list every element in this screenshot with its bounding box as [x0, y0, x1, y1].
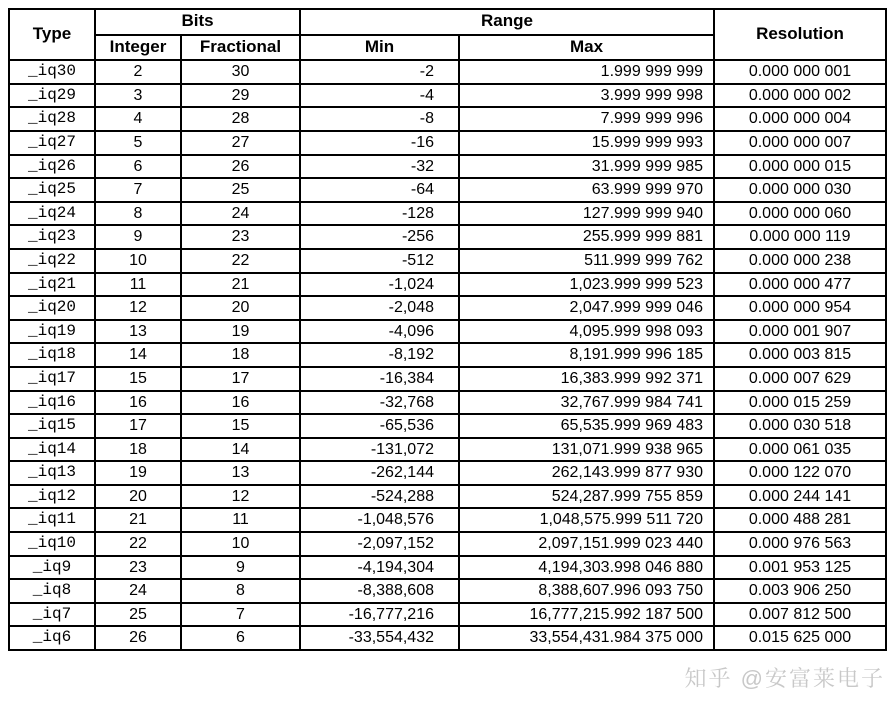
cell-range-max: 131,071.999 938 965	[459, 438, 714, 462]
table-row	[9, 556, 886, 580]
cell-resolution: 0.000 000 477	[714, 273, 886, 297]
cell-range-min: -4	[300, 84, 459, 108]
cell-fractional-bits: 23	[181, 225, 300, 249]
cell-type: _iq15	[9, 414, 95, 438]
cell-fractional-bits: 15	[181, 414, 300, 438]
header-max: Max	[459, 35, 714, 61]
cell-resolution: 0.000 003 815	[714, 343, 886, 367]
cell-range-max: 32,767.999 984 741	[459, 391, 714, 415]
cell-fractional-bits: 30	[181, 60, 300, 84]
cell-integer-bits: 11	[95, 273, 181, 297]
cell-range-min: -1,048,576	[300, 508, 459, 532]
cell-type: _iq9	[9, 556, 95, 580]
cell-integer-bits: 22	[95, 532, 181, 556]
cell-type: _iq23	[9, 225, 95, 249]
cell-range-min: -2	[300, 60, 459, 84]
table-row	[9, 107, 886, 131]
cell-resolution: 0.000 000 030	[714, 178, 886, 202]
cell-integer-bits: 7	[95, 178, 181, 202]
cell-integer-bits: 9	[95, 225, 181, 249]
cell-range-max: 33,554,431.984 375 000	[459, 626, 714, 650]
cell-fractional-bits: 11	[181, 508, 300, 532]
cell-type: _iq11	[9, 508, 95, 532]
cell-range-max: 16,383.999 992 371	[459, 367, 714, 391]
cell-range-max: 511.999 999 762	[459, 249, 714, 273]
cell-range-min: -33,554,432	[300, 626, 459, 650]
cell-integer-bits: 18	[95, 438, 181, 462]
table-row	[9, 320, 886, 344]
cell-range-min: -4,096	[300, 320, 459, 344]
table-row	[9, 438, 886, 462]
cell-range-min: -32,768	[300, 391, 459, 415]
table-row	[9, 343, 886, 367]
cell-range-min: -262,144	[300, 461, 459, 485]
cell-type: _iq24	[9, 202, 95, 226]
table-row	[9, 626, 886, 650]
cell-resolution: 0.000 000 119	[714, 225, 886, 249]
cell-range-min: -8,192	[300, 343, 459, 367]
table-row	[9, 60, 886, 84]
cell-resolution: 0.000 488 281	[714, 508, 886, 532]
cell-resolution: 0.000 000 004	[714, 107, 886, 131]
cell-integer-bits: 13	[95, 320, 181, 344]
cell-fractional-bits: 21	[181, 273, 300, 297]
cell-range-max: 3.999 999 998	[459, 84, 714, 108]
cell-type: _iq20	[9, 296, 95, 320]
header-min: Min	[300, 35, 459, 61]
cell-resolution: 0.000 000 007	[714, 131, 886, 155]
cell-resolution: 0.000 000 954	[714, 296, 886, 320]
cell-range-min: -128	[300, 202, 459, 226]
iq-format-table	[8, 8, 887, 651]
cell-integer-bits: 25	[95, 603, 181, 627]
cell-range-min: -16,384	[300, 367, 459, 391]
cell-resolution: 0.000 244 141	[714, 485, 886, 509]
cell-range-min: -64	[300, 178, 459, 202]
cell-range-max: 7.999 999 996	[459, 107, 714, 131]
table-row	[9, 131, 886, 155]
cell-resolution: 0.000 000 015	[714, 155, 886, 179]
cell-type: _iq14	[9, 438, 95, 462]
cell-range-max: 262,143.999 877 930	[459, 461, 714, 485]
cell-type: _iq10	[9, 532, 95, 556]
cell-type: _iq7	[9, 603, 95, 627]
cell-fractional-bits: 19	[181, 320, 300, 344]
cell-fractional-bits: 7	[181, 603, 300, 627]
cell-integer-bits: 19	[95, 461, 181, 485]
cell-type: _iq30	[9, 60, 95, 84]
cell-range-min: -256	[300, 225, 459, 249]
cell-resolution: 0.000 030 518	[714, 414, 886, 438]
cell-resolution: 0.000 000 002	[714, 84, 886, 108]
cell-range-max: 16,777,215.992 187 500	[459, 603, 714, 627]
cell-fractional-bits: 13	[181, 461, 300, 485]
cell-resolution: 0.007 812 500	[714, 603, 886, 627]
cell-fractional-bits: 27	[181, 131, 300, 155]
cell-range-max: 15.999 999 993	[459, 131, 714, 155]
cell-integer-bits: 14	[95, 343, 181, 367]
cell-type: _iq16	[9, 391, 95, 415]
iq-format-table-container	[8, 8, 887, 651]
cell-type: _iq18	[9, 343, 95, 367]
cell-integer-bits: 24	[95, 579, 181, 603]
cell-range-max: 255.999 999 881	[459, 225, 714, 249]
cell-range-min: -32	[300, 155, 459, 179]
cell-fractional-bits: 24	[181, 202, 300, 226]
cell-resolution: 0.000 000 060	[714, 202, 886, 226]
table-row	[9, 178, 886, 202]
cell-fractional-bits: 12	[181, 485, 300, 509]
table-row	[9, 485, 886, 509]
cell-type: _iq8	[9, 579, 95, 603]
cell-resolution: 0.000 001 907	[714, 320, 886, 344]
cell-fractional-bits: 26	[181, 155, 300, 179]
cell-range-max: 2,047.999 999 046	[459, 296, 714, 320]
cell-resolution: 0.000 015 259	[714, 391, 886, 415]
header-integer: Integer	[95, 35, 181, 61]
cell-range-min: -1,024	[300, 273, 459, 297]
cell-range-min: -16,777,216	[300, 603, 459, 627]
header-range: Range	[300, 9, 714, 35]
cell-resolution: 0.000 976 563	[714, 532, 886, 556]
cell-integer-bits: 10	[95, 249, 181, 273]
cell-integer-bits: 15	[95, 367, 181, 391]
cell-resolution: 0.000 122 070	[714, 461, 886, 485]
cell-range-min: -2,048	[300, 296, 459, 320]
cell-fractional-bits: 22	[181, 249, 300, 273]
cell-type: _iq29	[9, 84, 95, 108]
cell-range-min: -8,388,608	[300, 579, 459, 603]
cell-fractional-bits: 20	[181, 296, 300, 320]
cell-resolution: 0.000 000 238	[714, 249, 886, 273]
table-row	[9, 367, 886, 391]
table-row	[9, 391, 886, 415]
header-bits: Bits	[95, 9, 300, 35]
cell-integer-bits: 12	[95, 296, 181, 320]
cell-integer-bits: 21	[95, 508, 181, 532]
cell-fractional-bits: 8	[181, 579, 300, 603]
header-type: Type	[9, 9, 95, 60]
cell-fractional-bits: 14	[181, 438, 300, 462]
cell-fractional-bits: 29	[181, 84, 300, 108]
cell-range-min: -16	[300, 131, 459, 155]
cell-range-min: -131,072	[300, 438, 459, 462]
cell-integer-bits: 23	[95, 556, 181, 580]
cell-range-max: 8,191.999 996 185	[459, 343, 714, 367]
cell-type: _iq25	[9, 178, 95, 202]
cell-range-min: -65,536	[300, 414, 459, 438]
cell-range-min: -2,097,152	[300, 532, 459, 556]
cell-resolution: 0.000 000 001	[714, 60, 886, 84]
cell-integer-bits: 6	[95, 155, 181, 179]
table-row	[9, 202, 886, 226]
cell-type: _iq13	[9, 461, 95, 485]
cell-type: _iq21	[9, 273, 95, 297]
table-row	[9, 296, 886, 320]
cell-fractional-bits: 16	[181, 391, 300, 415]
cell-range-max: 63.999 999 970	[459, 178, 714, 202]
cell-range-min: -512	[300, 249, 459, 273]
cell-range-max: 31.999 999 985	[459, 155, 714, 179]
cell-resolution: 0.001 953 125	[714, 556, 886, 580]
cell-type: _iq12	[9, 485, 95, 509]
table-header	[9, 9, 886, 60]
cell-fractional-bits: 28	[181, 107, 300, 131]
header-row-1	[9, 9, 886, 35]
cell-integer-bits: 5	[95, 131, 181, 155]
cell-fractional-bits: 18	[181, 343, 300, 367]
table-row	[9, 84, 886, 108]
cell-integer-bits: 3	[95, 84, 181, 108]
cell-type: _iq22	[9, 249, 95, 273]
cell-resolution: 0.000 061 035	[714, 438, 886, 462]
cell-range-min: -4,194,304	[300, 556, 459, 580]
cell-integer-bits: 8	[95, 202, 181, 226]
cell-type: _iq28	[9, 107, 95, 131]
table-row	[9, 225, 886, 249]
cell-resolution: 0.003 906 250	[714, 579, 886, 603]
cell-resolution: 0.000 007 629	[714, 367, 886, 391]
cell-fractional-bits: 17	[181, 367, 300, 391]
cell-range-max: 1,023.999 999 523	[459, 273, 714, 297]
cell-type: _iq6	[9, 626, 95, 650]
cell-range-max: 4,194,303.998 046 880	[459, 556, 714, 580]
cell-range-max: 8,388,607.996 093 750	[459, 579, 714, 603]
cell-integer-bits: 20	[95, 485, 181, 509]
cell-range-max: 65,535.999 969 483	[459, 414, 714, 438]
cell-integer-bits: 17	[95, 414, 181, 438]
cell-range-max: 1,048,575.999 511 720	[459, 508, 714, 532]
cell-integer-bits: 4	[95, 107, 181, 131]
table-row	[9, 414, 886, 438]
table-row	[9, 579, 886, 603]
cell-range-max: 1.999 999 999	[459, 60, 714, 84]
cell-type: _iq17	[9, 367, 95, 391]
cell-range-max: 524,287.999 755 859	[459, 485, 714, 509]
cell-fractional-bits: 10	[181, 532, 300, 556]
table-row	[9, 155, 886, 179]
table-row	[9, 273, 886, 297]
table-row	[9, 508, 886, 532]
cell-type: _iq27	[9, 131, 95, 155]
cell-fractional-bits: 9	[181, 556, 300, 580]
cell-integer-bits: 16	[95, 391, 181, 415]
watermark: 知乎 @安富莱电子	[684, 666, 885, 691]
table-row	[9, 461, 886, 485]
cell-integer-bits: 2	[95, 60, 181, 84]
cell-range-max: 127.999 999 940	[459, 202, 714, 226]
cell-fractional-bits: 6	[181, 626, 300, 650]
cell-type: _iq26	[9, 155, 95, 179]
cell-range-min: -524,288	[300, 485, 459, 509]
header-resolution: Resolution	[714, 9, 886, 60]
cell-resolution: 0.015 625 000	[714, 626, 886, 650]
cell-range-max: 4,095.999 998 093	[459, 320, 714, 344]
table-row	[9, 603, 886, 627]
table-body	[9, 60, 886, 650]
cell-type: _iq19	[9, 320, 95, 344]
header-fractional: Fractional	[181, 35, 300, 61]
table-row	[9, 249, 886, 273]
cell-integer-bits: 26	[95, 626, 181, 650]
cell-fractional-bits: 25	[181, 178, 300, 202]
table-row	[9, 532, 886, 556]
cell-range-max: 2,097,151.999 023 440	[459, 532, 714, 556]
cell-range-min: -8	[300, 107, 459, 131]
